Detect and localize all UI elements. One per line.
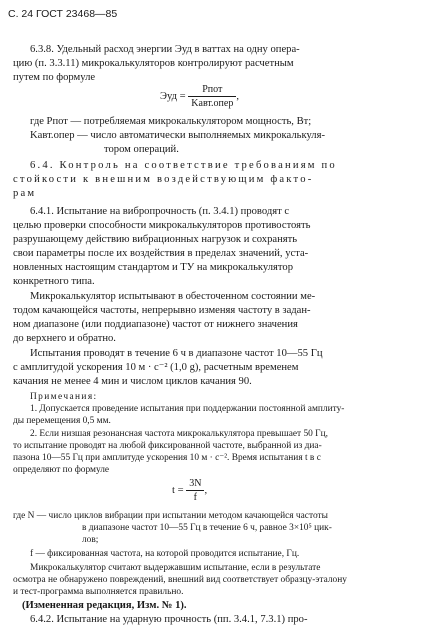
text-line: разрушающему действию вибрационных нагрузок и сохранять — [13, 234, 298, 245]
text-line: 6.4.1. Испытание на вибропрочность (п. 3.4.1) проводят с — [30, 206, 290, 217]
note-line: пазона 10—55 Гц при амплитуде ускорения 10 м · с⁻². Время испытания t в с — [13, 453, 321, 463]
formula-numerator: Pпот — [188, 84, 236, 97]
text-line: ном диапазоне (или поддиапазоне) частот от нижнего значения — [13, 319, 298, 330]
formula-end: , — [236, 90, 239, 102]
text-line: целью проверки способности микрокалькуляторов противостоять — [13, 220, 311, 231]
text-line: тором операций. — [104, 144, 179, 155]
formula-fraction — [188, 84, 236, 109]
note-line: определяют по формуле — [13, 465, 110, 475]
text-line: 6.3.8. Удельный расход энергии Эуд в ваттах на одну опера- — [30, 44, 300, 55]
page-header: С. 24 ГОСТ 23468—85 — [8, 8, 118, 20]
text-line: Испытания проводят в течение 6 ч в диапазоне частот 10—55 Гц — [30, 348, 323, 359]
text-line: путем по формуле — [13, 72, 96, 83]
formula-denominator: f — [193, 492, 197, 503]
formula-denominator: Kавт.опер — [191, 98, 234, 109]
formula-time — [172, 478, 207, 503]
note-line: Микрокалькулятор считают выдержавшим испытание, если в результате — [30, 563, 321, 573]
text-line: конкретного типа. — [13, 276, 95, 287]
formula-end: , — [204, 484, 208, 496]
text-line: стойкости к внешним воздействующим факто- — [13, 174, 314, 185]
formula-lhs: t = — [172, 484, 187, 496]
note-line: в диапазоне частот 10—55 Гц в течение 6 ч, равное 3×10⁵ цик- — [82, 523, 332, 533]
text-line: качания не менее 4 мин и числом циклов качания 90. — [13, 376, 252, 387]
note-line: 1. Допускается проведение испытания при поддержании постоянной амплиту- — [30, 404, 345, 414]
text-line: Kавт.опер — число автоматически выполняемых микрокалькуля- — [30, 130, 325, 141]
formula-fraction — [186, 478, 204, 503]
text-line: 6.4.2. Испытание на ударную прочность (пп. 3.4.1, 7.3.1) про- — [30, 614, 308, 625]
amendment-note: (Измененная редакция, Изм. № 1). — [22, 600, 187, 611]
text-line: новленных настоящим стандартом и ТУ на микрокалькулятор — [13, 262, 293, 273]
text-line: до верхнего и обратно. — [13, 333, 116, 344]
text-line: 6.4. Контроль на соответствие требованиям по — [30, 160, 337, 171]
note-line: ды перемещения 0,5 мм. — [13, 416, 111, 426]
note-line: и тест-программа выполняется правильно. — [13, 587, 184, 597]
text-line: тодом качающейся частоты, непрерывно изменяя частоту в задан- — [13, 305, 311, 316]
note-line: 2. Если низшая резонансная частота микрокалькулятора превышает 50 Гц, — [30, 429, 328, 439]
text-line: где Pпот — потребляемая микрокалькулятором мощность, Вт; — [30, 116, 312, 127]
text-line: свои параметры после их воздействия в пределах значений, уста- — [13, 248, 309, 259]
note-line: осмотра не обнаружено повреждений, внешний вид соответствует образцу-эталону — [13, 575, 347, 585]
formula-numerator: 3N — [186, 478, 204, 491]
text-line: Микрокалькулятор испытывают в обесточенном состоянии ме- — [30, 291, 316, 302]
note-line: f — фиксированная частота, на которой проводится испытание, Гц. — [30, 549, 300, 559]
notes-title: Примечания: — [30, 392, 98, 402]
note-line: лов; — [82, 535, 99, 545]
note-line: где N — число циклов вибрации при испытании методом качающейся частоты — [13, 511, 328, 521]
formula-energy — [160, 84, 239, 109]
note-line: то испытание проводят на любой фиксированной частоте, выбранной из диа- — [13, 441, 322, 451]
formula-lhs: Эуд = — [160, 90, 189, 102]
text-line: цию (п. 3.3.11) микрокалькуляторов контролируют расчетным — [13, 58, 294, 69]
text-line: рам — [13, 188, 37, 199]
text-line: с амплитудой ускорения 10 м · с⁻² (1,0 g), расчетным временем — [13, 362, 299, 373]
